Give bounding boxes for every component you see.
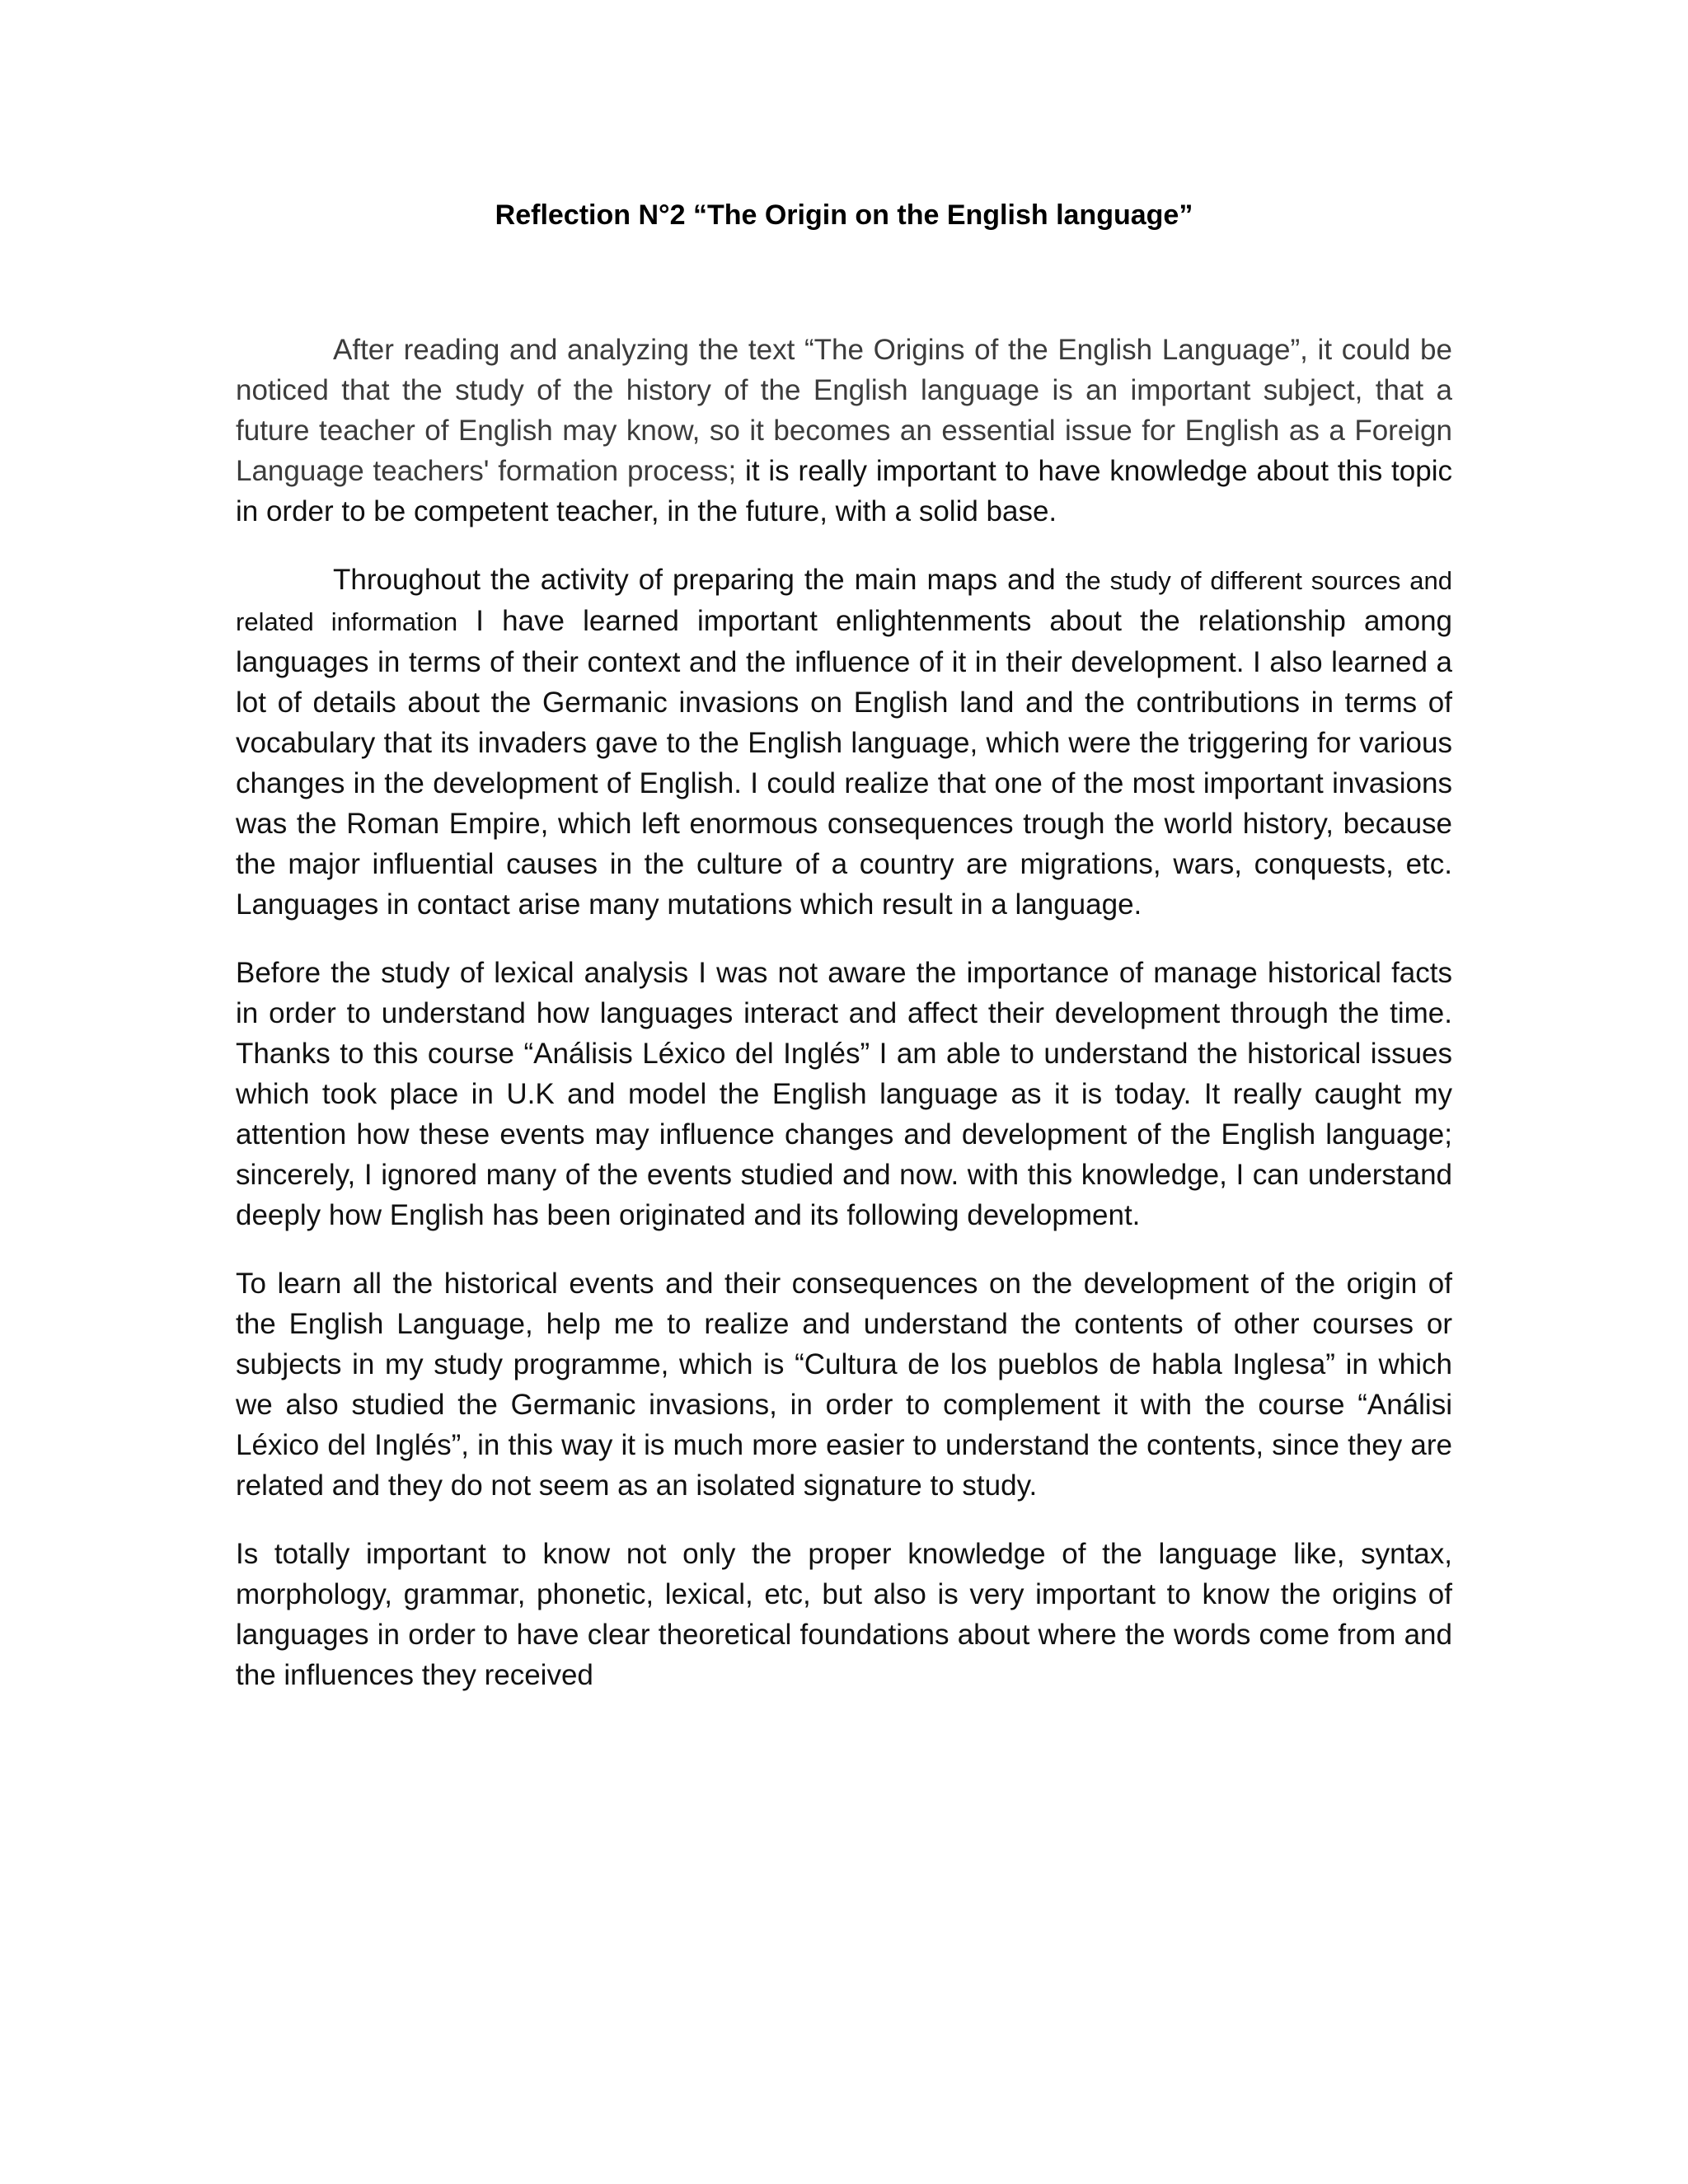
paragraph-5: Is totally important to know not only the proper knowledge of the language like, syntax, morphology, grammar, phonetic, lexical, etc, but also is very important to know the origins of languages in order to have clear theoretical foundations about where the words come from and the influences they received [236,1538,1452,1691]
paragraph-1-part-1: After reading and analyzing the text “The Origins of the English Language”, it could be noticed that the study of the history of the English language is an important subject, that a future teacher of English may know, so it becomes an essential issue for English as a Foreign Language teachers' formation process; [236,334,1452,487]
paragraph-2-part-1: Throughout the activity of preparing the main maps and [333,564,1066,596]
paragraph-2-part-3: I have learned important enlightenments about the relationship among languages in terms of their context and the influence of it in their development. I also learned a lot of details about the Germanic invasions on English land and the contributions in terms of vocabulary that its invaders gave to the English language, which were the triggering for various changes in the development of English. I could realize that one of the most important invasions was the Roman Empire, which left enormous consequences trough the world history, because the major influential causes in the culture of a country are migrations, wars, conquests, etc. Languages in contact arise many mutations which result in a language. [236,605,1452,921]
paragraph-4: To learn all the historical events and their consequences on the development of the origin of the English Language, help me to realize and understand the contents of other courses or subjects in my study programme, which is “Cultura de los pueblos de habla Inglesa” in which we also studied the Germanic invasions, in order to complement it with the course “Análisi Léxico del Inglés”, in this way it is much more easier to understand the contents, since they are related and they do not seem as an isolated signature to study. [236,1268,1452,1502]
document-body [236,330,1452,1723]
paragraph-1 [236,330,1452,532]
paragraph-2 [236,560,1452,925]
paragraph-2-part-2: the study of different sources and related information [236,566,1452,636]
document-title: Reflection N°2 “The Origin on the English language” [495,199,1193,231]
paragraph-1-part-2: it is really important to have knowledge about this topic in order to be competent teacher, in the future, with a solid base. [236,455,1452,527]
paragraph-3: Before the study of lexical analysis I was not aware the importance of manage historical facts in order to understand how languages interact and affect their development through the time. Thanks to this course “Análisis Léxico del Inglés” I am able to understand the historical issues which took place in U.K and model the English language as it is today. It really caught my attention how these events may influence changes and development of the English language; sincerely, I ignored many of the events studied and now. with this knowledge, I can understand deeply how English has been originated and its following development. [236,957,1452,1231]
